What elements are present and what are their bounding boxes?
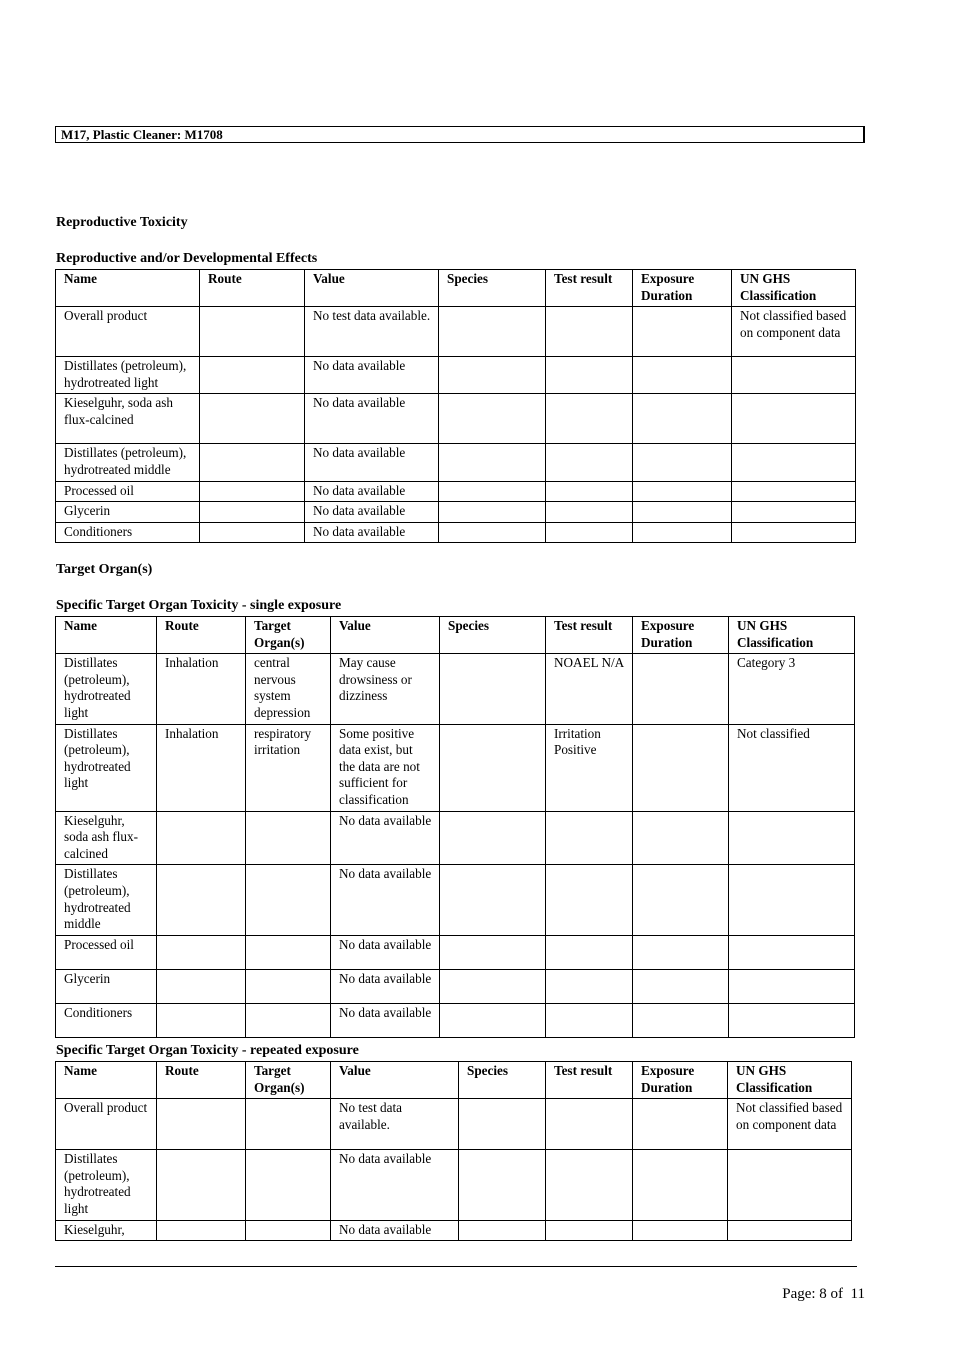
column-header: Target Organ(s) bbox=[246, 617, 331, 654]
table-cell bbox=[246, 811, 331, 865]
table-cell bbox=[728, 1220, 852, 1241]
column-header: Exposure Duration bbox=[633, 1062, 728, 1099]
table-cell bbox=[546, 522, 633, 543]
table-cell: Processed oil bbox=[56, 935, 157, 969]
column-header: Species bbox=[440, 617, 546, 654]
table-row bbox=[56, 935, 855, 969]
table-cell bbox=[440, 724, 546, 811]
table-cell bbox=[633, 502, 732, 523]
table-cell bbox=[633, 1150, 728, 1220]
column-header: Name bbox=[56, 617, 157, 654]
table-cell bbox=[546, 444, 633, 481]
table-cell bbox=[729, 969, 855, 1003]
table-cell bbox=[729, 811, 855, 865]
table-cell: No data available bbox=[305, 357, 439, 394]
table-cell: Distillates (petroleum), hydrotreated light bbox=[56, 724, 157, 811]
table-cell bbox=[246, 1003, 331, 1037]
column-header: Exposure Duration bbox=[633, 617, 729, 654]
table-row bbox=[56, 522, 856, 543]
table-cell: Conditioners bbox=[56, 522, 200, 543]
footer-rule bbox=[55, 1266, 857, 1267]
table-cell bbox=[633, 654, 729, 724]
table-cell: No test data available. bbox=[305, 307, 439, 357]
table-header-row bbox=[56, 270, 856, 307]
table-cell bbox=[200, 394, 305, 444]
table-row bbox=[56, 865, 855, 935]
table-cell bbox=[157, 1099, 246, 1150]
column-header: Value bbox=[331, 617, 440, 654]
column-header: Name bbox=[56, 1062, 157, 1099]
table-cell bbox=[157, 1003, 246, 1037]
table-cell: Conditioners bbox=[56, 1003, 157, 1037]
table-row bbox=[56, 481, 856, 502]
table-cell bbox=[157, 1220, 246, 1241]
table-cell bbox=[440, 1003, 546, 1037]
table-cell bbox=[633, 444, 732, 481]
table-cell bbox=[439, 481, 546, 502]
column-header: UN GHS Classification bbox=[732, 270, 856, 307]
table-row bbox=[56, 811, 855, 865]
table-cell bbox=[633, 481, 732, 502]
table-cell bbox=[546, 935, 633, 969]
table-cell bbox=[633, 357, 732, 394]
table-cell bbox=[633, 307, 732, 357]
table-row bbox=[56, 394, 856, 444]
column-header: Route bbox=[200, 270, 305, 307]
table-cell bbox=[546, 357, 633, 394]
table-cell bbox=[546, 1099, 633, 1150]
column-header: Target Organ(s) bbox=[246, 1062, 331, 1099]
table-row bbox=[56, 1003, 855, 1037]
table-cell: Kieselguhr, bbox=[56, 1220, 157, 1241]
table-cell bbox=[157, 1150, 246, 1220]
table-cell bbox=[440, 811, 546, 865]
table-cell: respiratory irritation bbox=[246, 724, 331, 811]
table-cell bbox=[633, 1099, 728, 1150]
table-cell bbox=[546, 969, 633, 1003]
table-row bbox=[56, 1099, 852, 1150]
column-header: Test result bbox=[546, 1062, 633, 1099]
table-cell bbox=[459, 1150, 546, 1220]
table-cell: Not classified bbox=[729, 724, 855, 811]
table-cell bbox=[732, 522, 856, 543]
table-cell bbox=[439, 357, 546, 394]
table-cell: No data available bbox=[331, 1003, 440, 1037]
column-header: Exposure Duration bbox=[633, 270, 732, 307]
table-cell bbox=[732, 394, 856, 444]
table-cell bbox=[546, 865, 633, 935]
table-cell bbox=[546, 1003, 633, 1037]
repeated-exposure-subheading: Specific Target Organ Toxicity - repeated exposure bbox=[56, 1043, 359, 1058]
column-header: Route bbox=[157, 617, 246, 654]
table-cell: No data available bbox=[305, 522, 439, 543]
table-cell bbox=[633, 811, 729, 865]
table-cell: Kieselguhr, soda ash flux-calcined bbox=[56, 394, 200, 444]
table-cell bbox=[200, 481, 305, 502]
table-cell: Not classified based on component data bbox=[728, 1099, 852, 1150]
column-header: Species bbox=[459, 1062, 546, 1099]
document-header: M17, Plastic Cleaner: M1708 bbox=[55, 126, 865, 143]
table-header-row bbox=[56, 617, 855, 654]
table-cell bbox=[546, 481, 633, 502]
table-cell bbox=[729, 1003, 855, 1037]
table-cell bbox=[246, 1220, 331, 1241]
table-row bbox=[56, 307, 856, 357]
table-cell bbox=[459, 1220, 546, 1241]
table-cell: Distillates (petroleum), hydrotreated middle bbox=[56, 444, 200, 481]
table-cell: Distillates (petroleum), hydrotreated light bbox=[56, 1150, 157, 1220]
table-cell bbox=[157, 865, 246, 935]
table-cell bbox=[546, 394, 633, 444]
table-cell bbox=[633, 394, 732, 444]
column-header: Test result bbox=[546, 617, 633, 654]
table-cell bbox=[157, 969, 246, 1003]
table-row bbox=[56, 357, 856, 394]
table-cell: Distillates (petroleum), hydrotreated middle bbox=[56, 865, 157, 935]
table-cell bbox=[732, 481, 856, 502]
column-header: Test result bbox=[546, 270, 633, 307]
table-row bbox=[56, 502, 856, 523]
table-cell bbox=[546, 1220, 633, 1241]
column-header: Value bbox=[331, 1062, 459, 1099]
table-cell bbox=[546, 811, 633, 865]
table-cell bbox=[439, 307, 546, 357]
table-cell bbox=[440, 935, 546, 969]
table-cell: No data available bbox=[305, 481, 439, 502]
table-cell bbox=[459, 1099, 546, 1150]
table-cell: No data available bbox=[331, 969, 440, 1003]
table-cell: Some positive data exist, but the data are not sufficient for classification bbox=[331, 724, 440, 811]
table-cell: Overall product bbox=[56, 1099, 157, 1150]
table-cell: No data available bbox=[331, 935, 440, 969]
table-cell: No data available bbox=[305, 502, 439, 523]
table-cell: No data available bbox=[331, 865, 440, 935]
table-cell bbox=[439, 502, 546, 523]
table-row bbox=[56, 969, 855, 1003]
table-cell bbox=[200, 307, 305, 357]
table-cell bbox=[633, 935, 729, 969]
table-cell bbox=[732, 502, 856, 523]
table-cell bbox=[546, 307, 633, 357]
table-cell: Category 3 bbox=[729, 654, 855, 724]
table-cell: Irritation Positive bbox=[546, 724, 633, 811]
reproductive-toxicity-heading: Reproductive Toxicity bbox=[56, 215, 188, 230]
table-cell: Kieselguhr, soda ash flux-calcined bbox=[56, 811, 157, 865]
column-header: Value bbox=[305, 270, 439, 307]
table-cell: No data available bbox=[331, 1220, 459, 1241]
table-cell bbox=[246, 1150, 331, 1220]
table-cell: Not classified based on component data bbox=[732, 307, 856, 357]
table-cell bbox=[200, 357, 305, 394]
table-cell bbox=[546, 1150, 633, 1220]
table-cell: Inhalation bbox=[157, 654, 246, 724]
table-cell: Overall product bbox=[56, 307, 200, 357]
table-cell: No data available bbox=[331, 811, 440, 865]
table-cell bbox=[633, 865, 729, 935]
table-cell: central nervous system depression bbox=[246, 654, 331, 724]
table-cell bbox=[439, 522, 546, 543]
table-cell bbox=[439, 444, 546, 481]
table-cell bbox=[440, 865, 546, 935]
repeated-exposure-table bbox=[55, 1061, 852, 1241]
column-header: Species bbox=[439, 270, 546, 307]
table-row bbox=[56, 1150, 852, 1220]
table-cell: No data available bbox=[305, 444, 439, 481]
table-cell bbox=[633, 1003, 729, 1037]
table-cell bbox=[246, 865, 331, 935]
reproductive-effects-table bbox=[55, 269, 856, 543]
table-cell bbox=[246, 935, 331, 969]
table-cell bbox=[157, 811, 246, 865]
table-cell: No data available bbox=[331, 1150, 459, 1220]
single-exposure-table bbox=[55, 616, 855, 1038]
column-header: Name bbox=[56, 270, 200, 307]
reproductive-effects-subheading: Reproductive and/or Developmental Effects bbox=[56, 251, 318, 266]
table-cell bbox=[732, 444, 856, 481]
table-cell bbox=[246, 969, 331, 1003]
table-cell: Distillates (petroleum), hydrotreated light bbox=[56, 357, 200, 394]
table-cell: Processed oil bbox=[56, 481, 200, 502]
table-cell bbox=[546, 502, 633, 523]
table-cell: Inhalation bbox=[157, 724, 246, 811]
column-header: UN GHS Classification bbox=[728, 1062, 852, 1099]
table-cell bbox=[157, 935, 246, 969]
table-row bbox=[56, 724, 855, 811]
table-cell bbox=[246, 1099, 331, 1150]
target-organs-heading: Target Organ(s) bbox=[56, 562, 153, 577]
table-cell bbox=[440, 969, 546, 1003]
table-row bbox=[56, 444, 856, 481]
table-cell bbox=[633, 522, 732, 543]
table-cell bbox=[729, 865, 855, 935]
table-cell bbox=[633, 724, 729, 811]
table-cell: Distillates (petroleum), hydrotreated light bbox=[56, 654, 157, 724]
page-number: Page: 8 of 11 bbox=[782, 1286, 865, 1302]
column-header: UN GHS Classification bbox=[729, 617, 855, 654]
table-cell: NOAEL N/A bbox=[546, 654, 633, 724]
table-cell bbox=[633, 969, 729, 1003]
table-cell: No test data available. bbox=[331, 1099, 459, 1150]
table-cell bbox=[729, 935, 855, 969]
table-cell: No data available bbox=[305, 394, 439, 444]
table-cell bbox=[200, 522, 305, 543]
single-exposure-subheading: Specific Target Organ Toxicity - single exposure bbox=[56, 598, 342, 613]
table-cell bbox=[633, 1220, 728, 1241]
table-cell bbox=[439, 394, 546, 444]
table-header-row bbox=[56, 1062, 852, 1099]
table-cell bbox=[200, 502, 305, 523]
table-cell: Glycerin bbox=[56, 502, 200, 523]
table-row bbox=[56, 654, 855, 724]
table-cell bbox=[728, 1150, 852, 1220]
table-cell bbox=[200, 444, 305, 481]
table-cell bbox=[440, 654, 546, 724]
table-cell bbox=[732, 357, 856, 394]
table-cell: Glycerin bbox=[56, 969, 157, 1003]
column-header: Route bbox=[157, 1062, 246, 1099]
table-row bbox=[56, 1220, 852, 1241]
table-cell: May cause drowsiness or dizziness bbox=[331, 654, 440, 724]
